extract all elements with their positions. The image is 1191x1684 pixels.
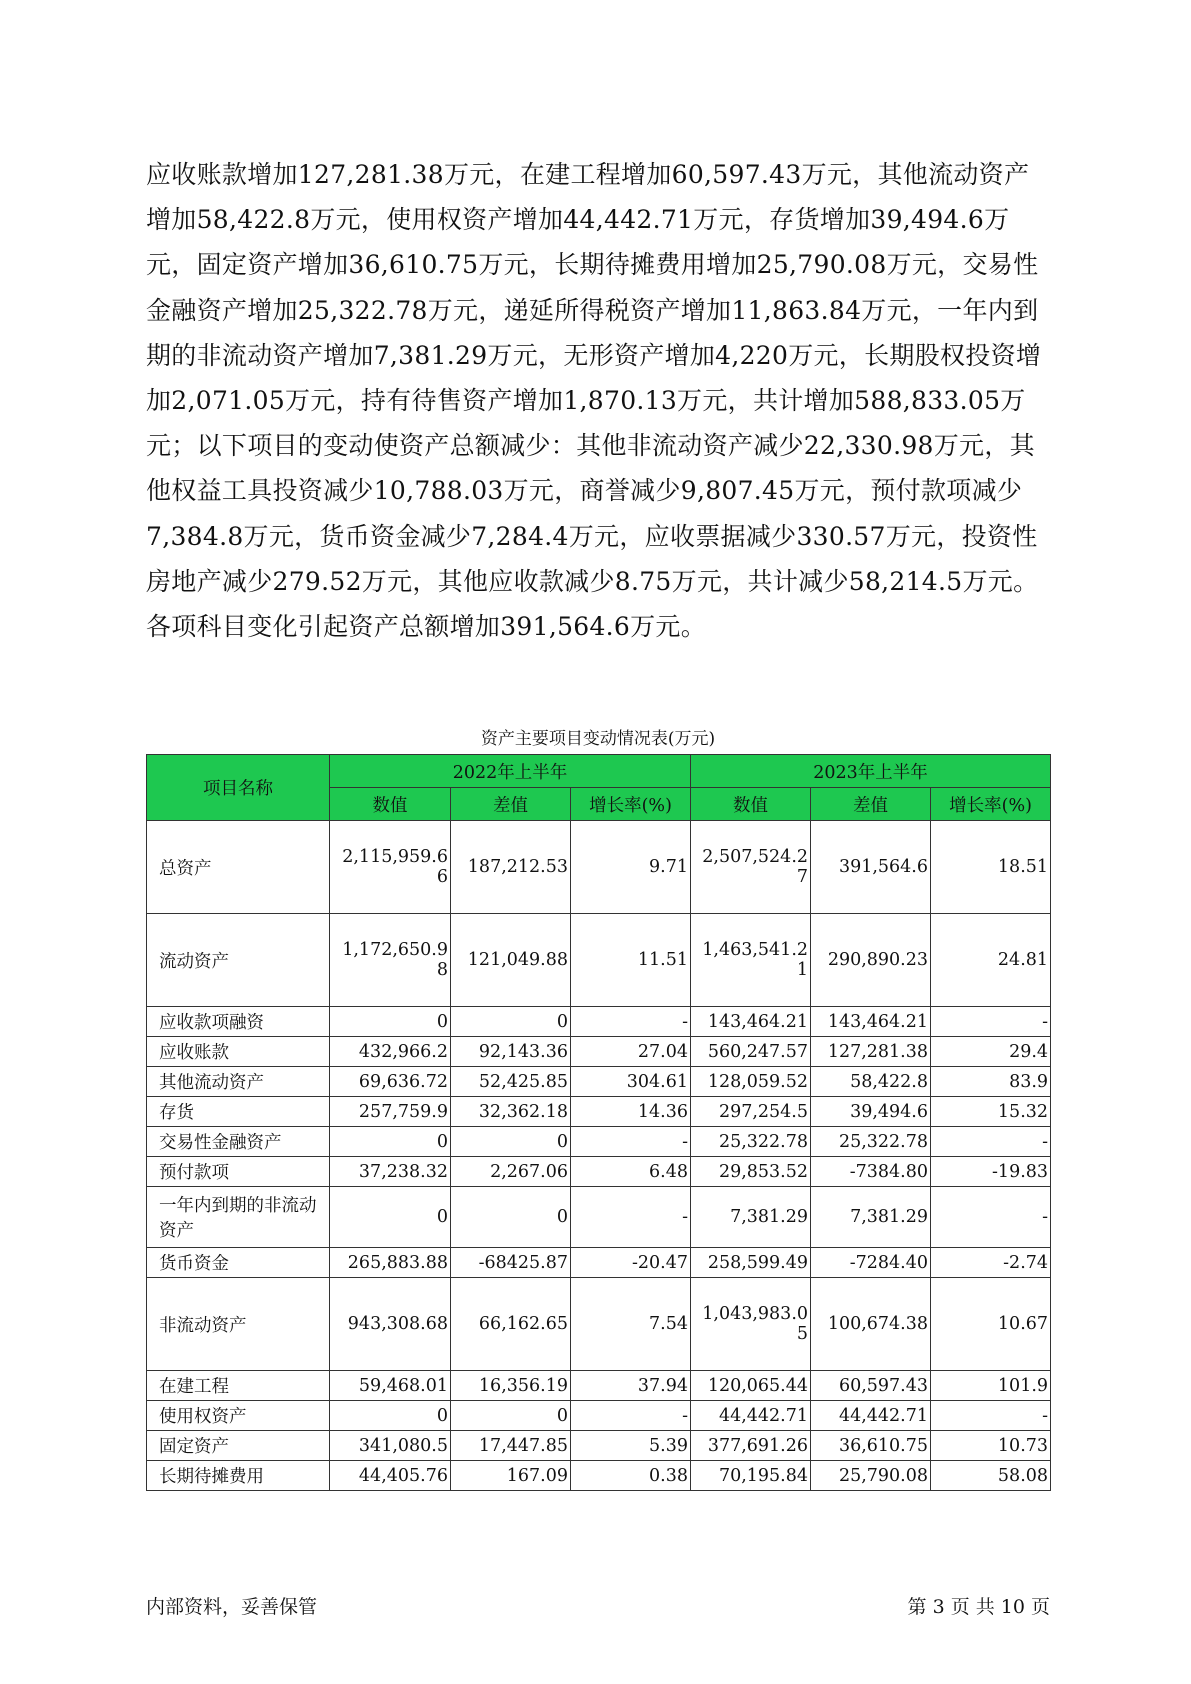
header-value-2023: 数值 (691, 788, 811, 821)
table-row (147, 1037, 1051, 1067)
footer-page-number: 第 3 页 共 10 页 (907, 1596, 1050, 1618)
cell-v23: 2,507,524.27 (691, 821, 811, 914)
cell-v22: 943,308.68 (330, 1278, 451, 1371)
header-rate-2023: 增长率(%) (931, 788, 1051, 821)
row-item-name: 长期待摊费用 (147, 1461, 330, 1491)
row-item-name: 预付款项 (147, 1157, 330, 1187)
cell-r22: -20.47 (571, 1248, 691, 1278)
cell-r22: 7.54 (571, 1278, 691, 1371)
cell-r22: 37.94 (571, 1371, 691, 1401)
cell-d23: -7384.80 (811, 1157, 931, 1187)
header-diff-2023: 差值 (811, 788, 931, 821)
cell-d23: 58,422.8 (811, 1067, 931, 1097)
cell-d22: 0 (451, 1401, 571, 1431)
cell-d23: 143,464.21 (811, 1007, 931, 1037)
cell-v23: 377,691.26 (691, 1431, 811, 1461)
header-rate-2022: 增长率(%) (571, 788, 691, 821)
cell-d23: -7284.40 (811, 1248, 931, 1278)
table-row (147, 1127, 1051, 1157)
cell-v23: 143,464.21 (691, 1007, 811, 1037)
table-row (147, 1187, 1051, 1248)
row-item-name: 在建工程 (147, 1371, 330, 1401)
table-row (147, 1431, 1051, 1461)
cell-d22: 52,425.85 (451, 1067, 571, 1097)
cell-r23: - (931, 1127, 1051, 1157)
cell-d22: 2,267.06 (451, 1157, 571, 1187)
row-item-name: 固定资产 (147, 1431, 330, 1461)
cell-d23: 391,564.6 (811, 821, 931, 914)
cell-v22: 37,238.32 (330, 1157, 451, 1187)
row-item-name: 使用权资产 (147, 1401, 330, 1431)
cell-r22: 0.38 (571, 1461, 691, 1491)
cell-r23: 83.9 (931, 1067, 1051, 1097)
cell-r23: 101.9 (931, 1371, 1051, 1401)
cell-r22: - (571, 1401, 691, 1431)
cell-v22: 0 (330, 1007, 451, 1037)
cell-v22: 265,883.88 (330, 1248, 451, 1278)
cell-v23: 7,381.29 (691, 1187, 811, 1248)
row-item-name: 其他流动资产 (147, 1067, 330, 1097)
table-row (147, 914, 1051, 1007)
cell-r22: 27.04 (571, 1037, 691, 1067)
cell-d23: 25,790.08 (811, 1461, 931, 1491)
cell-v23: 1,463,541.21 (691, 914, 811, 1007)
row-item-name: 交易性金融资产 (147, 1127, 330, 1157)
cell-v22: 44,405.76 (330, 1461, 451, 1491)
table-row (147, 1067, 1051, 1097)
cell-d23: 36,610.75 (811, 1431, 931, 1461)
footer-confidential-note: 内部资料，妥善保管 (146, 1596, 318, 1618)
cell-d23: 25,322.78 (811, 1127, 931, 1157)
cell-d23: 290,890.23 (811, 914, 931, 1007)
cell-d22: 187,212.53 (451, 821, 571, 914)
cell-d22: 32,362.18 (451, 1097, 571, 1127)
cell-r23: 10.73 (931, 1431, 1051, 1461)
row-item-name: 总资产 (147, 821, 330, 914)
cell-v22: 1,172,650.98 (330, 914, 451, 1007)
table-row (147, 1461, 1051, 1491)
row-item-name: 非流动资产 (147, 1278, 330, 1371)
cell-d23: 44,442.71 (811, 1401, 931, 1431)
header-item-name: 项目名称 (147, 755, 330, 821)
table-row (147, 1401, 1051, 1431)
cell-d22: 167.09 (451, 1461, 571, 1491)
row-item-name: 一年内到期的非流动资产 (147, 1187, 330, 1248)
header-diff-2022: 差值 (451, 788, 571, 821)
row-item-name: 流动资产 (147, 914, 330, 1007)
cell-r22: 11.51 (571, 914, 691, 1007)
cell-d23: 100,674.38 (811, 1278, 931, 1371)
cell-v23: 560,247.57 (691, 1037, 811, 1067)
cell-r22: 5.39 (571, 1431, 691, 1461)
cell-v23: 25,322.78 (691, 1127, 811, 1157)
cell-d22: 121,049.88 (451, 914, 571, 1007)
cell-v22: 432,966.2 (330, 1037, 451, 1067)
cell-r23: 29.4 (931, 1037, 1051, 1067)
cell-d22: 92,143.36 (451, 1037, 571, 1067)
cell-r23: 18.51 (931, 821, 1051, 914)
cell-d22: 0 (451, 1007, 571, 1037)
row-item-name: 货币资金 (147, 1248, 330, 1278)
table-row (147, 1157, 1051, 1187)
header-value-2022: 数值 (330, 788, 451, 821)
header-period-2022: 2022年上半年 (330, 755, 691, 788)
cell-r23: - (931, 1187, 1051, 1248)
cell-v23: 258,599.49 (691, 1248, 811, 1278)
cell-v22: 257,759.9 (330, 1097, 451, 1127)
cell-d22: 16,356.19 (451, 1371, 571, 1401)
row-item-name: 应收账款 (147, 1037, 330, 1067)
asset-change-table (146, 754, 1051, 1491)
cell-d22: 66,162.65 (451, 1278, 571, 1371)
cell-r22: 14.36 (571, 1097, 691, 1127)
cell-d23: 127,281.38 (811, 1037, 931, 1067)
cell-r22: - (571, 1007, 691, 1037)
header-period-2023: 2023年上半年 (691, 755, 1051, 788)
cell-v23: 70,195.84 (691, 1461, 811, 1491)
cell-v23: 44,442.71 (691, 1401, 811, 1431)
row-item-name: 存货 (147, 1097, 330, 1127)
cell-d22: 0 (451, 1187, 571, 1248)
cell-r22: 6.48 (571, 1157, 691, 1187)
table-row (147, 1097, 1051, 1127)
cell-d22: 0 (451, 1127, 571, 1157)
cell-v22: 0 (330, 1401, 451, 1431)
cell-r23: - (931, 1401, 1051, 1431)
cell-r23: 58.08 (931, 1461, 1051, 1491)
cell-v23: 120,065.44 (691, 1371, 811, 1401)
cell-r23: -2.74 (931, 1248, 1051, 1278)
row-item-name: 应收款项融资 (147, 1007, 330, 1037)
cell-r23: -19.83 (931, 1157, 1051, 1187)
cell-d23: 39,494.6 (811, 1097, 931, 1127)
cell-r23: - (931, 1007, 1051, 1037)
cell-v22: 341,080.5 (330, 1431, 451, 1461)
cell-r22: 304.61 (571, 1067, 691, 1097)
table-row (147, 1371, 1051, 1401)
cell-v23: 29,853.52 (691, 1157, 811, 1187)
cell-v22: 0 (330, 1187, 451, 1248)
table-row (147, 1007, 1051, 1037)
cell-v22: 59,468.01 (330, 1371, 451, 1401)
cell-d22: 17,447.85 (451, 1431, 571, 1461)
table-row (147, 1248, 1051, 1278)
cell-v22: 2,115,959.66 (330, 821, 451, 914)
cell-v23: 1,043,983.05 (691, 1278, 811, 1371)
cell-d23: 60,597.43 (811, 1371, 931, 1401)
cell-r23: 10.67 (931, 1278, 1051, 1371)
cell-v23: 297,254.5 (691, 1097, 811, 1127)
cell-r23: 24.81 (931, 914, 1051, 1007)
cell-d23: 7,381.29 (811, 1187, 931, 1248)
cell-v22: 0 (330, 1127, 451, 1157)
table-row (147, 1278, 1051, 1371)
cell-r22: 9.71 (571, 821, 691, 914)
cell-r23: 15.32 (931, 1097, 1051, 1127)
body-paragraph: 应收账款增加127,281.38万元，在建工程增加60,597.43万元，其他流动资产增加58,422.8万元，使用权资产增加44,442.71万元，存货增加39,494.6万元，固定资产增加36,610.75万元，长期待摊费用增加25,790.08万元，交易性金融资产增加25,322.78万元，递延所得税资产增加11,863.84万元，一年内到期的非流动资产增加7,381.29万元，无形资产增加4,220万元，长期股权投资增加2,071.05万元，持有待售资产增加1,870.13万元，共计增加588,833.05万元；以下项目的变动使资产总额减少：其他非流动资产减少22,330.98万元，其他权益工具投资减少10,788.03万元，商誉减少9,807.45万元，预付款项减少7,384.8万元，货币资金减少7,284.4万元，应收票据减少330.57万元，投资性房地产减少279.52万元，其他应收款减少8.75万元，共计减少58,214.5万元。各项科目变化引起资产总额增加391,564.6万元。 (146, 160, 1042, 642)
cell-r22: - (571, 1187, 691, 1248)
cell-d22: -68425.87 (451, 1248, 571, 1278)
table-row (147, 821, 1051, 914)
cell-v23: 128,059.52 (691, 1067, 811, 1097)
cell-v22: 69,636.72 (330, 1067, 451, 1097)
cell-r22: - (571, 1127, 691, 1157)
table-caption: 资产主要项目变动情况表(万元) (480, 729, 716, 749)
